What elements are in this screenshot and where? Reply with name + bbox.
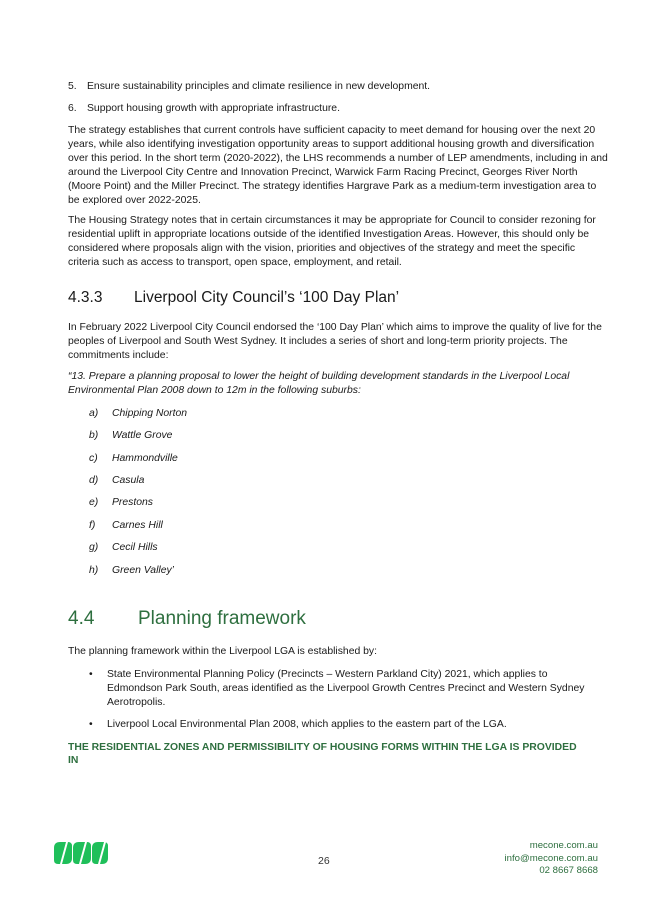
paragraph-strategy-capacity: The strategy establishes that current controls have sufficient capacity to meet demand for housing over the next 20 years, while also identifying investigation opportunity areas to support additional housing growth and diversification over this period. In the short term (2020-2022), the LHS recommends a number of LEP amendments, including in and around the Liverpool City Centre and Innovation Precinct, Warwick Farm Racing Precinct, Georges River North (Moore Point) and the Miller Precinct. The strategy identifies Hargrave Park as a medium-term investigation area to be explored over 2022-2025. xyxy=(68,125,608,206)
suburb-letter: e) xyxy=(89,497,99,508)
bullet-dot-icon: • xyxy=(89,719,93,730)
list-number: 5. xyxy=(68,81,77,92)
suburb-item xyxy=(89,564,174,578)
suburb-name: Wattle Grove xyxy=(112,430,173,441)
subsection-title: Liverpool City Council’s ‘100 Day Plan’ xyxy=(134,289,400,306)
footer-website: mecone.com.au xyxy=(529,840,598,851)
section-title: Planning framework xyxy=(138,608,306,629)
footer-email: info@mecone.com.au xyxy=(504,852,598,864)
suburb-letter: h) xyxy=(89,565,99,576)
suburb-item xyxy=(89,519,163,533)
section-heading xyxy=(68,608,306,630)
suburb-name: Prestons xyxy=(112,497,154,508)
footer-contact xyxy=(505,840,598,878)
caption-residential-zones: THE RESIDENTIAL ZONES AND PERMISSIBILITY OF HOUSING FORMS WITHIN THE LGA IS PROVIDED IN xyxy=(68,742,577,766)
bullet-item xyxy=(89,718,604,732)
section-number: 4.4 xyxy=(68,608,95,629)
suburb-item xyxy=(89,452,178,466)
bullet-text: Liverpool Local Environmental Plan 2008, which applies to the eastern part of the LGA. xyxy=(107,719,507,730)
suburb-name: Carnes Hill xyxy=(112,520,163,531)
suburb-name: Casula xyxy=(112,475,145,486)
suburb-item xyxy=(89,496,153,510)
bullet-dot-icon: • xyxy=(89,669,93,680)
quote-commitment: “13. Prepare a planning proposal to lower the height of building development standards in the Liverpool Local Environmental Plan 2008 down to 12m in the following suburbs: xyxy=(68,371,570,396)
suburb-item xyxy=(89,407,187,421)
page-number: 26 xyxy=(318,855,330,867)
suburb-letter: c) xyxy=(89,453,98,464)
suburb-name: Hammondville xyxy=(112,453,178,464)
bullet-text: State Environmental Planning Policy (Precincts – Western Parkland City) 2021, which applies to Edmondson Park South, areas identified as the Liverpool Growth Centres Precinct and Western Sydney Aerotropolis. xyxy=(107,669,585,708)
suburb-name: Cecil Hills xyxy=(112,542,158,553)
suburb-letter: d) xyxy=(89,475,99,486)
suburb-item xyxy=(89,429,172,443)
list-text: Support housing growth with appropriate infrastructure. xyxy=(87,103,340,114)
subsection-heading xyxy=(68,289,399,307)
list-item xyxy=(68,102,608,116)
suburb-name: Chipping Norton xyxy=(112,408,188,419)
list-number: 6. xyxy=(68,103,77,114)
paragraph-100-day-plan: In February 2022 Liverpool City Council endorsed the ‘100 Day Plan’ which aims to improve the quality of live for the peoples of Liverpool and South West Sydney. It includes a series of short and long-term priority projects. The commitments include: xyxy=(68,322,602,361)
subsection-number: 4.3.3 xyxy=(68,289,103,306)
suburb-item xyxy=(89,474,144,488)
bullet-item xyxy=(89,668,604,710)
list-text: Ensure sustainability principles and climate resilience in new development. xyxy=(87,81,431,92)
paragraph-planning-framework: The planning framework within the Liverpool LGA is established by: xyxy=(68,646,377,657)
suburb-letter: b) xyxy=(89,430,99,441)
paragraph-rezoning: The Housing Strategy notes that in certain circumstances it may be appropriate for Council to consider rezoning for residential uplift in appropriate locations outside of the identified Investigation Areas. However, this should only be considered where proposals align with the vision, priorities and objectives of the strategy and meet the specific criteria such as access to transport, open space, employment, and retail. xyxy=(68,215,596,268)
footer-phone: 02 8667 8668 xyxy=(539,865,598,876)
list-item xyxy=(68,80,608,94)
suburb-letter: g) xyxy=(89,542,99,553)
suburb-item xyxy=(89,541,158,555)
suburb-letter: a) xyxy=(89,408,99,419)
suburb-name: Green Valley’ xyxy=(112,565,174,576)
mecone-logo-icon xyxy=(52,838,110,873)
suburb-letter: f) xyxy=(89,520,96,531)
